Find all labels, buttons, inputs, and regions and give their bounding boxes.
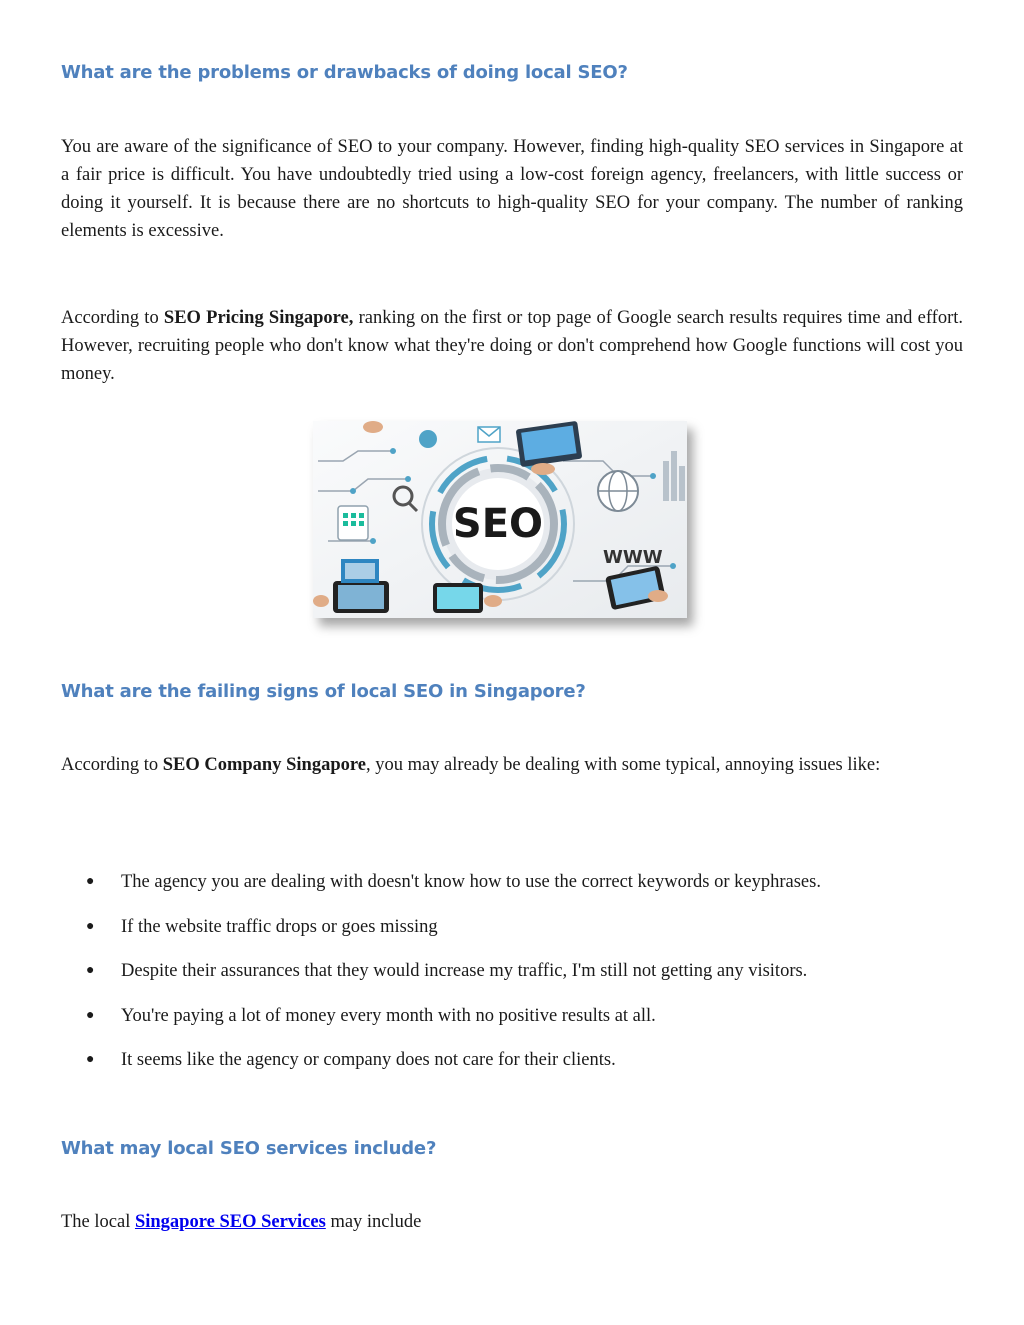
text-span: ranking on the first or top page of Google search results requires time and effort. However, recruiting people who don't know what they're doing or don't comprehend how Google functions will cost you money. <box>61 308 963 384</box>
paragraph-services <box>61 1208 963 1236</box>
list-item-text: If the website traffic drops or goes missing <box>121 916 438 937</box>
paragraph-company <box>61 751 963 779</box>
seo-illustration-graphic <box>313 421 687 618</box>
bullet-icon: ● <box>86 918 95 934</box>
bullet-icon: ● <box>86 1007 95 1023</box>
bullet-icon: ● <box>86 874 95 889</box>
text-span: According to <box>61 308 164 328</box>
bullet-icon: ● <box>86 963 95 978</box>
list-item <box>86 1002 821 1047</box>
issues-list <box>86 868 821 1091</box>
list-item-text: It seems like the agency or company does not care for their clients. <box>121 1050 616 1070</box>
list-item-text: The agency you are dealing with doesn't know how to use the correct keywords or keyphrases. <box>121 872 821 892</box>
paragraph-significance: You are aware of the significance of SEO to your company. However, finding high-quality SEO services in Singapore at a fair price is difficult. You have undoubtedly tried using a low-cost foreign agency, freelancers, with little success or doing it yourself. It is because there are no shortcuts to high-quality SEO for your company. The number of ranking elements is excessive. <box>61 137 963 241</box>
heading-failing-signs: What are the failing signs of local SEO in Singapore? <box>61 681 586 702</box>
list-item <box>86 868 821 913</box>
seo-label: SEO <box>452 501 544 547</box>
list-item-text: Despite their assurances that they would increase my traffic, I'm still not getting any visitors. <box>121 961 808 981</box>
seo-illustration-image <box>313 421 687 618</box>
list-item <box>86 1046 821 1091</box>
text-span: may include <box>325 1212 422 1232</box>
list-item-text: You're paying a lot of money every month with no positive results at all. <box>121 1005 656 1026</box>
singapore-seo-services-link[interactable]: Singapore SEO Services <box>134 1212 326 1232</box>
www-label: WWW <box>603 547 663 568</box>
bullet-icon: ● <box>86 1052 95 1067</box>
list-item <box>86 957 821 1002</box>
text-span: The local <box>61 1212 135 1232</box>
list-item <box>86 913 821 958</box>
heading-services-include: What may local SEO services include? <box>61 1138 437 1159</box>
heading-problems: What are the problems or drawbacks of doing local SEO? <box>61 62 628 83</box>
bold-seo-company: SEO Company Singapore <box>162 755 366 775</box>
text-span: According to <box>61 755 163 775</box>
paragraph-pricing <box>61 304 963 388</box>
bold-seo-pricing: SEO Pricing Singapore, <box>163 308 354 328</box>
text-span: , you may already be dealing with some typical, annoying issues like: <box>365 755 881 775</box>
